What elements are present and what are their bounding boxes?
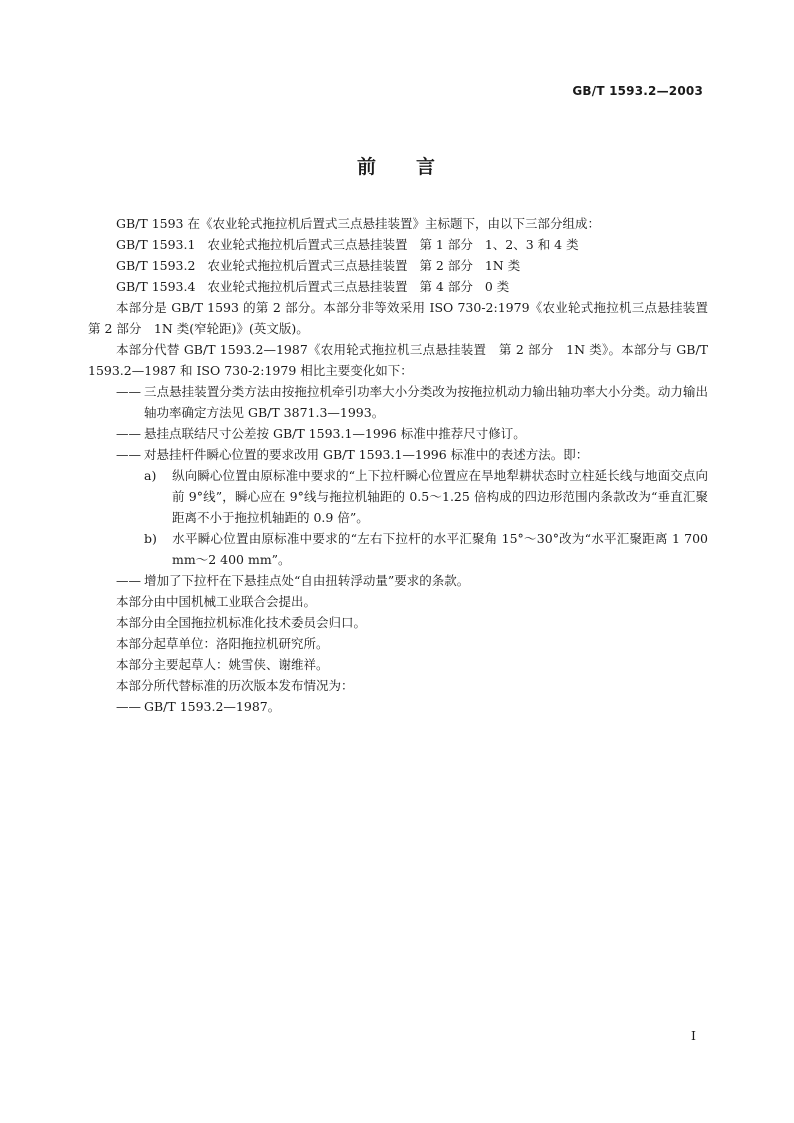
standard-number: GB/T 1593.2—2003: [572, 84, 703, 98]
change-text: 对悬挂杆件瞬心位置的要求改用 GB/T 1593.1—1996 标准中的表述方法。即：: [144, 447, 589, 462]
dash-mark: ——: [116, 699, 141, 714]
intro-paragraph: GB/T 1593 在《农业轮式拖拉机后置式三点悬挂装置》主标题下，由以下三部分组成：: [116, 216, 600, 231]
part-name: 农业轮式拖拉机后置式三点悬挂装置: [207, 279, 408, 294]
dash-mark: ——: [116, 573, 141, 588]
equivalence-paragraph: 本部分是 GB/T 1593 的第 2 部分。本部分非等效采用 ISO 730-2:1979《农业轮式拖拉机三点悬挂装置 第 2 部分 1N 类(窄轮距)》(英文版)。: [88, 300, 721, 336]
page-number: I: [691, 1028, 696, 1043]
sub-item: [144, 465, 708, 528]
history-paragraph: 本部分所代替标准的历次版本发布情况为：: [116, 678, 354, 693]
change-item: [116, 381, 708, 423]
dash-mark: ——: [116, 384, 141, 399]
history-text: GB/T 1593.2—1987。: [144, 699, 281, 714]
part-category: 0 类: [484, 279, 510, 294]
part-category: 1N 类: [484, 258, 521, 273]
change-text: 悬挂点联结尺寸公差按 GB/T 1593.1—1996 标准中推荐尺寸修订。: [144, 426, 526, 441]
replacement-paragraph: 本部分代替 GB/T 1593.2—1987《农用轮式拖拉机三点悬挂装置 第 2 部分 1N 类》。本部分与 GB/T 1593.2—1987 和 ISO 730-2:1979 相比主要变化如下：: [88, 342, 708, 378]
part-number: 第 4 部分: [419, 279, 473, 294]
proposed-by-paragraph: 本部分由中国机械工业联合会提出。: [116, 594, 317, 609]
foreword-body: [88, 213, 721, 717]
history-item: [116, 696, 708, 717]
sub-item-mark: a): [144, 468, 157, 483]
change-text: 三点悬挂装置分类方法由按拖拉机牵引功率大小分类改为按拖拉机动力输出轴功率大小分类。动力输出轴功率确定方法见 GB/T 3871.3—1993。: [144, 384, 708, 420]
part-list-item: [88, 234, 708, 255]
part-number: 第 2 部分: [419, 258, 473, 273]
change-item: [116, 444, 708, 465]
title-char-1: 前: [356, 156, 378, 178]
part-code: GB/T 1593.1: [116, 237, 196, 252]
drafting-unit-paragraph: 本部分起草单位：洛阳拖拉机研究所。: [116, 636, 329, 651]
part-list-item: [88, 255, 708, 276]
part-code: GB/T 1593.2: [116, 258, 196, 273]
change-item: [116, 570, 708, 591]
sub-item-text: 水平瞬心位置由原标准中要求的“左右下拉杆的水平汇聚角 15°～30°改为“水平汇聚距离 1 700 mm～2 400 mm”。: [172, 531, 708, 567]
sub-item-text: 纵向瞬心位置由原标准中要求的“上下拉杆瞬心位置应在旱地犁耕状态时立柱延长线与地面交点向前 9°线”，瞬心应在 9°线与拖拉机轴距的 0.5～1.25 倍构成的四边形范围内条款改为“垂直汇聚距离不小于拖拉机轴距的 0.9 倍”。: [172, 468, 708, 525]
managed-by-paragraph: 本部分由全国拖拉机标准化技术委员会归口。: [116, 615, 367, 630]
dash-mark: ——: [116, 426, 141, 441]
part-category: 1、2、3 和 4 类: [484, 237, 579, 252]
dash-mark: ——: [116, 447, 141, 462]
part-number: 第 1 部分: [419, 237, 473, 252]
sub-item-mark: b): [144, 531, 157, 546]
part-name: 农业轮式拖拉机后置式三点悬挂装置: [207, 237, 408, 252]
title-char-2: 言: [416, 156, 438, 178]
change-item: [116, 423, 708, 444]
change-text: 增加了下拉杆在下悬挂点处“自由扭转浮动量”要求的条款。: [144, 573, 470, 588]
sub-item: [144, 528, 708, 570]
part-list-item: [88, 276, 708, 297]
part-code: GB/T 1593.4: [116, 279, 196, 294]
drafters-paragraph: 本部分主要起草人：姚雪侠、谢维祥。: [116, 657, 329, 672]
page-title: [0, 152, 794, 179]
part-name: 农业轮式拖拉机后置式三点悬挂装置: [207, 258, 408, 273]
